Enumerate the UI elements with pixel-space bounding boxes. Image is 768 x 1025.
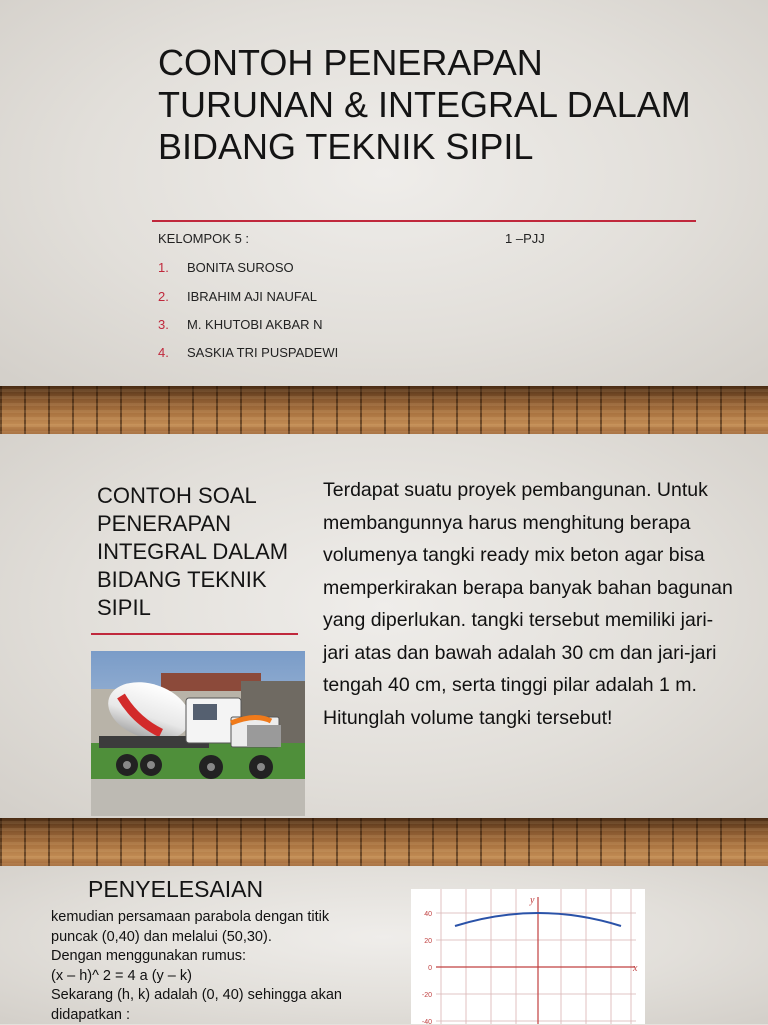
class-label: 1 –PJJ bbox=[505, 231, 545, 246]
y-axis-label: y bbox=[529, 895, 535, 906]
solution-line: (x – h)^ 2 = 4 a (y – k) bbox=[51, 967, 411, 987]
solution-line: Sekarang (h, k) adalah (0, 40) sehingga akan bbox=[51, 986, 411, 1006]
member-number: 2. bbox=[158, 289, 169, 304]
y-tick-label: -40 bbox=[422, 1019, 432, 1024]
solution-line: Dengan menggunakan rumus: bbox=[51, 947, 411, 967]
slide-2-title-divider bbox=[91, 633, 298, 635]
solution-text bbox=[51, 908, 411, 1025]
y-tick-label: -20 bbox=[422, 992, 432, 999]
slide-2-title: CONTOH SOAL PENERAPAN INTEGRAL DALAM BIDANG TEKNIK SIPIL bbox=[97, 482, 307, 622]
solution-line: puncak (0,40) dan melalui (50,30). bbox=[51, 928, 411, 948]
wood-floor-band bbox=[0, 386, 768, 434]
member-number: 1. bbox=[158, 260, 169, 275]
member-name: M. KHUTOBI AKBAR N bbox=[187, 317, 323, 332]
member-name: BONITA SUROSO bbox=[187, 260, 294, 275]
solution-line: kemudian persamaan parabola dengan titik bbox=[51, 908, 411, 928]
concrete-mixer-truck-image bbox=[91, 651, 305, 816]
solution-line: didapatkan : bbox=[51, 1006, 411, 1025]
member-name: IBRAHIM AJI NAUFAL bbox=[187, 289, 317, 304]
problem-paragraph: Terdapat suatu proyek pembangunan. Untuk membangunnya harus menghitung berapa volumenya tangki ready mix beton agar bisa memperkirakan berapa banyak bahan bagunan yang diperlukan. tangki tersebut memiliki jari-jari atas dan bawah adalah 30 cm dan jari-jari tengah 40 cm, serta tinggi pilar adalah 1 m. Hitunglah volume tangki tersebut! bbox=[323, 474, 738, 734]
member-number: 3. bbox=[158, 317, 169, 332]
title-divider bbox=[152, 220, 696, 222]
slide-1 bbox=[0, 0, 768, 386]
member-number: 4. bbox=[158, 345, 169, 360]
group-label: KELOMPOK 5 : bbox=[158, 231, 249, 246]
y-tick-label: 40 bbox=[424, 911, 432, 918]
parabola-graph bbox=[411, 889, 645, 1024]
slide-3-title: PENYELESAIAN bbox=[88, 876, 263, 903]
y-tick-label: 20 bbox=[424, 938, 432, 945]
wood-floor-band bbox=[0, 818, 768, 866]
x-axis-label: x bbox=[632, 963, 638, 974]
slide-1-title: CONTOH PENERAPAN TURUNAN & INTEGRAL DALAM BIDANG TEKNIK SIPIL bbox=[158, 42, 718, 168]
member-name: SASKIA TRI PUSPADEWI bbox=[187, 345, 338, 360]
y-tick-label: 0 bbox=[428, 965, 432, 972]
